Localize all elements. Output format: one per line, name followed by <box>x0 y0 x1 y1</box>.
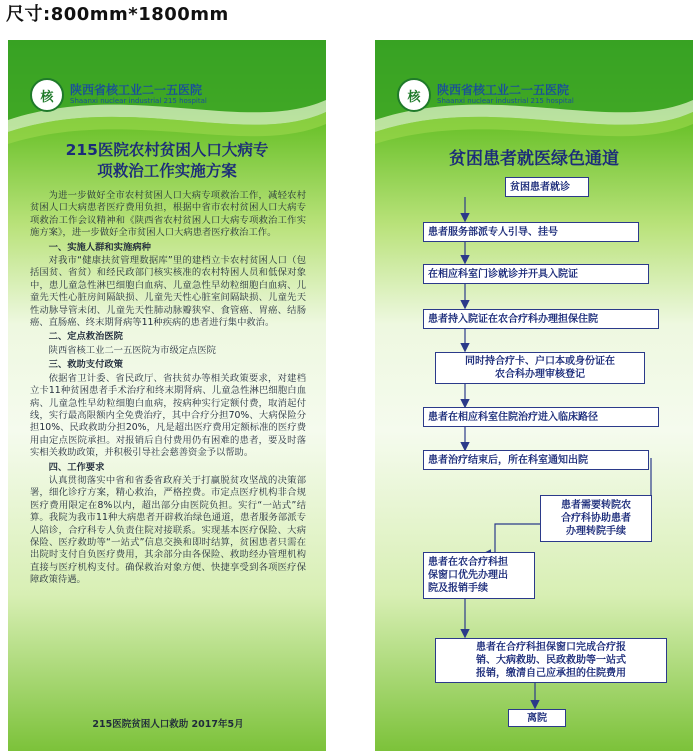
hospital-logo <box>30 78 207 112</box>
flow-step-6: 患者在相应科室住院治疗进入临床路径 <box>423 407 659 427</box>
flow-step-transfer-line-2: 合疗科协助患者 <box>561 513 631 524</box>
right-banner <box>375 40 693 751</box>
flow-step-7: 患者治疗结束后，所在科室通知出院 <box>423 450 649 470</box>
flow-step-leave: 离院 <box>508 709 566 727</box>
flow-step-settlement-line-2: 销、大病救助、民政救助等一站式 <box>476 655 626 666</box>
section-2-heading: 二、定点救治医院 <box>48 331 123 343</box>
flow-step-4: 患者持入院证在农合疗科办理担保住院 <box>423 309 659 329</box>
flow-step-discharge-line-3: 院及报销手续 <box>428 583 488 594</box>
flow-step-2: 患者服务部派专人引导、挂号 <box>423 222 639 242</box>
flow-step-settlement-line-1: 患者在合疗科担保窗口完成合疗报 <box>476 642 626 653</box>
logo-emblem-icon: 核 <box>30 78 64 112</box>
hospital-name-en: Shaanxi nuclear industrial 215 hospital <box>70 97 207 105</box>
flow-step-transfer-line-3: 办理转院手续 <box>566 526 626 537</box>
flow-step-discharge-window <box>423 552 535 599</box>
flow-step-5-line-2: 农合科办理审核登记 <box>495 369 585 380</box>
section-1-heading: 一、实施人群和实施病种 <box>48 241 151 253</box>
section-4-text: 认真贯彻落实中省和省委省政府关于打赢脱贫攻坚战的决策部署，细化诊疗方案，精心救治，严格控费。市定点医疗机构非合规医疗费用限定在8%以内，超出部分由医院负担。实行“一站式”结算。我院为我市11种大病患者开辟救治绿色通道，患者服务部派专人陪诊，合疗科专人负责住院对接联系。实现基本医疗保险、大病保险、医疗救助等“一站式”信息交换和即时结算，贫困患者只需在出院时支付自负医疗费用，其余部分由各保险、救助经办管理机构直接与医疗机构支付。确保救治对象方便、快捷享受到各项医疗保障政策待遇。 <box>30 474 306 586</box>
flow-step-discharge-line-2: 保窗口优先办理出 <box>428 570 508 581</box>
hospital-name: 陕西省核工业二一五医院 <box>437 83 570 97</box>
size-label: 尺寸:800mm*1800mm <box>6 4 229 25</box>
flow-step-5-line-1: 同时持合疗卡、户口本或身份证在 <box>465 356 615 367</box>
plan-body <box>30 190 306 587</box>
hospital-name: 陕西省核工业二一五医院 <box>70 83 203 97</box>
flow-step-1: 贫困患者就诊 <box>505 177 589 197</box>
flow-step-discharge-line-1: 患者在农合疗科担 <box>428 557 508 568</box>
flow-title: 贫困患者就医绿色通道 <box>449 149 619 169</box>
page-title <box>24 140 310 182</box>
flow-step-transfer <box>540 495 652 542</box>
hospital-name-en: Shaanxi nuclear industrial 215 hospital <box>437 97 574 105</box>
section-3-heading: 三、救助支付政策 <box>48 359 123 371</box>
section-3-text: 依据省卫计委、省民政厅、省扶贫办等相关政策要求，对建档立卡11种贫困患者手术治疗和终末期肾病、儿童急性淋巴细胞白血病、儿童急性早幼粒细胞白血病，按病种实行定额付费，取消起付线，实行最高限额内全免费治疗，其中合疗分担70%、大病保险分担10%、民政救助分担20%，凡是超出医疗费用定额标准的医疗费用由定点医院承担。对报销后自付费用仍有困难的患者，要及时落实相关救助政策，并积极引导社会慈善资金予以帮助。 <box>30 372 306 459</box>
title-line-1: 215医院农村贫困人口大病专 <box>65 141 269 159</box>
section-1-text: 对我市“健康扶贫管理数据库”里的建档立卡农村贫困人口（包括国贫、省贫）和经民政部门核实核准的农村特困人员和低保对象中，患儿童急性淋巴细胞白血病、儿童急性早幼粒细胞白血病、儿童先天性心脏房间隔缺损、儿童先天性心脏室间隔缺损、儿童先天性动脉导管未闭、儿童先天性肺动脉瓣狭窄、食管癌、胃癌、结肠癌、直肠癌、终末期肾病等11种疾病的患者进行集中救治。 <box>30 255 306 329</box>
flow-step-5 <box>435 352 645 384</box>
left-banner <box>8 40 326 751</box>
flow-step-transfer-line-1: 患者需要转院农 <box>561 500 631 511</box>
section-2-text: 陕西省核工业二一五医院为市级定点医院 <box>48 344 216 356</box>
logo-emblem-icon: 核 <box>397 78 431 112</box>
intro-paragraph: 为进一步做好全市农村贫困人口大病专项救治工作，减轻农村贫困人口大病患者医疗费用负担，根据中省市农村贫困人口大病专项救治工作会议精神和《陕西省农村贫困人口大病专项救治工作实施方案》，进一步做好全市贫困人口大病患者医疗救治工作。 <box>30 190 306 239</box>
flow-step-3: 在相应科室门诊就诊并开具入院证 <box>423 264 649 284</box>
section-4-heading: 四、工作要求 <box>48 461 105 473</box>
flow-step-settlement-line-3: 报销，缴清自己应承担的住院费用 <box>476 668 626 679</box>
footer-signature: 215医院贫困人口救助 2017年5月 <box>92 719 244 730</box>
title-line-2: 项救治工作实施方案 <box>97 162 237 180</box>
flow-step-settlement <box>435 638 667 683</box>
